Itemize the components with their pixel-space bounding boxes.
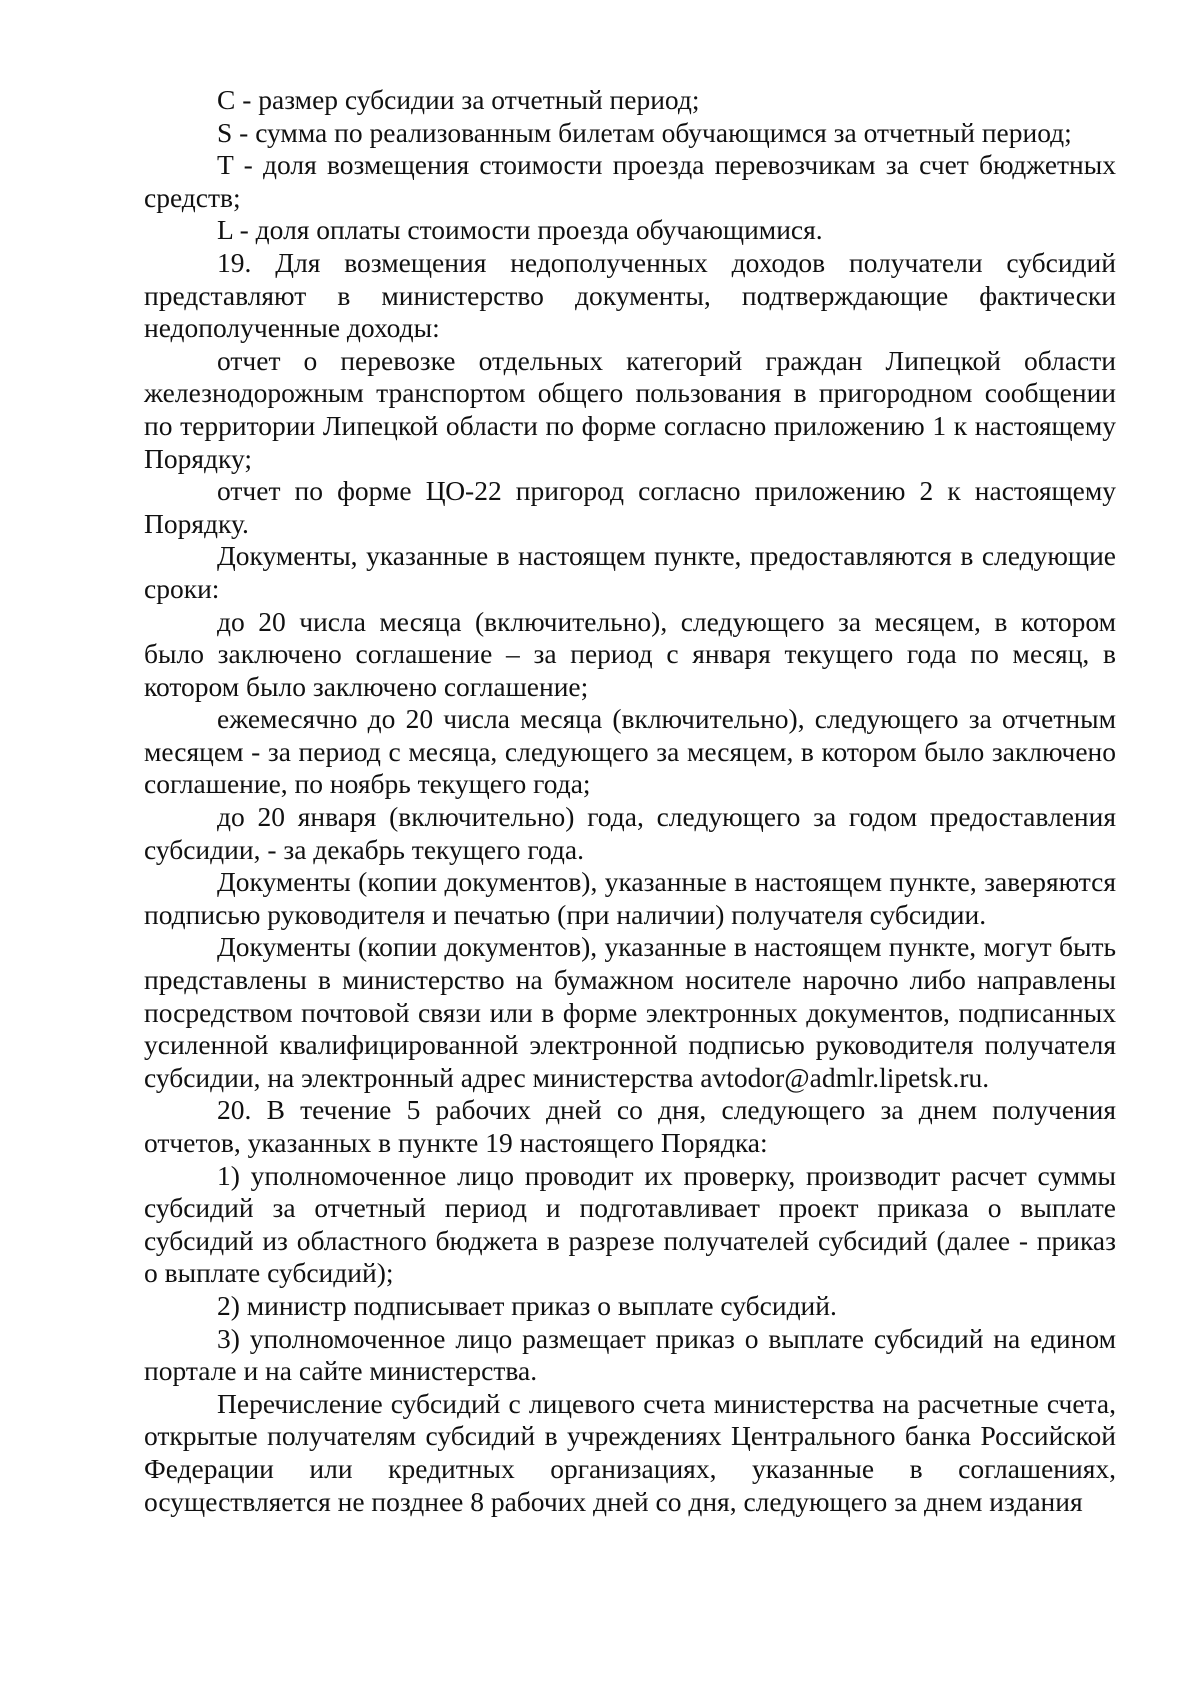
paragraph-term-first: до 20 числа месяца (включительно), следующего за месяцем, в котором было заключено соглашение – за период с января текущего года по месяц, в котором было заключено соглашение; — [144, 605, 1116, 702]
paragraph-documents-certified: Документы (копии документов), указанные в настоящем пункте, заверяются подписью руководителя и печатью (при наличии) получателя субсидии. — [144, 866, 1116, 930]
paragraph-term-january: до 20 января (включительно) года, следующего за годом предоставления субсидии, - за декабрь текущего года. — [144, 801, 1116, 865]
paragraph-item-20-3: 3) уполномоченное лицо размещает приказ о выплате субсидий на едином портале и на сайте министерства. — [144, 1322, 1116, 1387]
paragraph-documents-submission: Документы (копии документов), указанные в настоящем пункте, могут быть представлены в министерство на бумажном носителе нарочно либо направлены посредством почтовой связи или в форме электронных документов, подписанных усиленной квалифицированной электронной подписью руководителя получателя субсидии, на электронный адрес министерства avtodor@admlr.lipetsk.ru. — [144, 931, 1116, 1093]
paragraph-s-definition: S - сумма по реализованным билетам обучающимся за отчетный период; — [217, 116, 1072, 148]
paragraph-item-19: 19. Для возмещения недополученных доходов получатели субсидий представляют в министерство документы, подтверждающие фактически недополученные доходы: — [144, 246, 1116, 344]
document-body — [144, 84, 1116, 1518]
paragraph-report-transport: отчет о перевозке отдельных категорий граждан Липецкой области железнодорожным транспортом общего пользования в пригородном сообщении по территории Липецкой области по форме согласно приложению 1 к настоящему Порядку; — [144, 344, 1116, 474]
paragraph-t-definition: T - доля возмещения стоимости проезда перевозчикам за счет бюджетных средств; — [144, 149, 1116, 213]
paragraph-item-20-1: 1) уполномоченное лицо проводит их проверку, производит расчет суммы субсидий за отчетный период и подготавливает проект приказа о выплате субсидий из областного бюджета в разрезе получателей субсидий (далее - приказ о выплате субсидий); — [144, 1159, 1116, 1289]
paragraph-l-definition: L - доля оплаты стоимости проезда обучающимися. — [217, 214, 823, 246]
paragraph-report-co22: отчет по форме ЦО-22 пригород согласно приложению 2 к настоящему Порядку. — [144, 475, 1116, 539]
paragraph-term-monthly: ежемесячно до 20 числа месяца (включительно), следующего за отчетным месяцем - за период с месяца, следующего за месяцем, в котором было заключено соглашение, по ноябрь текущего года; — [144, 703, 1116, 800]
paragraph-item-20: 20. В течение 5 рабочих дней со дня, следующего за днем получения отчетов, указанных в пункте 19 настоящего Порядка: — [144, 1094, 1116, 1158]
paragraph-item-20-2: 2) министр подписывает приказ о выплате субсидий. — [217, 1289, 837, 1321]
paragraph-transfer: Перечисление субсидий с лицевого счета министерства на расчетные счета, открытые получателям субсидий в учреждениях Центрального банка Российской Федерации или кредитных организациях, указанные в соглашениях, осуществляется не позднее 8 рабочих дней со дня, следующего за днем издания — [144, 1387, 1116, 1517]
paragraph-documents-terms: Документы, указанные в настоящем пункте, предоставляются в следующие сроки: — [144, 540, 1116, 604]
paragraph-c-definition: C - размер субсидии за отчетный период; — [217, 84, 700, 115]
